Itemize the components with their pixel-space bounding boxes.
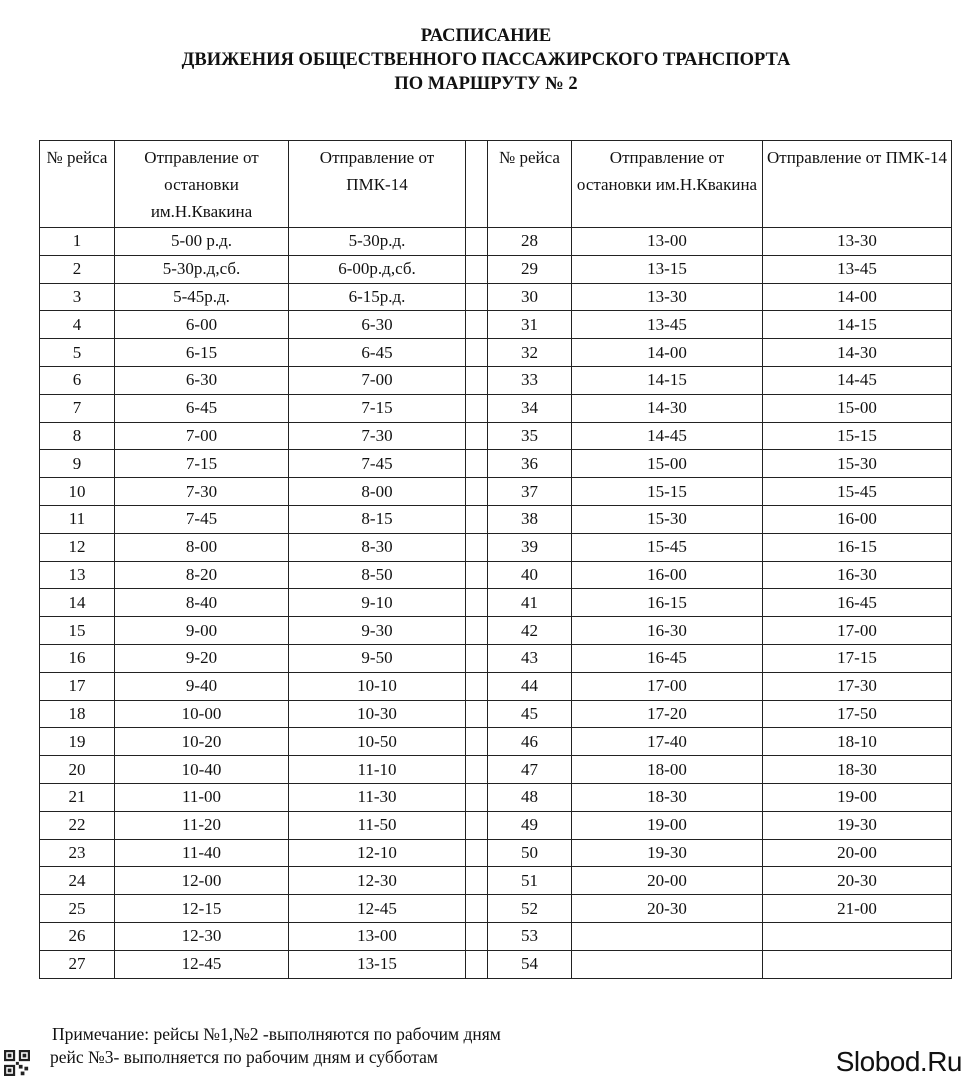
- cell-depart-kvakina-right: 20-30: [572, 895, 763, 923]
- page-title: [0, 24, 972, 96]
- cell-depart-kvakina-right: 16-15: [572, 589, 763, 617]
- table-row: [40, 617, 952, 645]
- cell-depart-pmk-right: 15-30: [763, 450, 952, 478]
- cell-trip-no-left: 22: [40, 811, 115, 839]
- cell-depart-pmk-right: [763, 950, 952, 978]
- cell-depart-kvakina-left: 9-00: [115, 617, 289, 645]
- cell-depart-kvakina-left: 6-45: [115, 394, 289, 422]
- cell-depart-pmk-right: 16-45: [763, 589, 952, 617]
- cell-depart-pmk-right: 16-00: [763, 505, 952, 533]
- cell-trip-no-right: 50: [488, 839, 572, 867]
- cell-trip-no-right: 28: [488, 228, 572, 256]
- table-row: [40, 756, 952, 784]
- cell-trip-no-right: 48: [488, 783, 572, 811]
- schedule-table: [39, 140, 952, 979]
- column-gap: [466, 895, 488, 923]
- cell-depart-pmk-right: 19-30: [763, 811, 952, 839]
- column-gap: [466, 672, 488, 700]
- cell-depart-kvakina-right: [572, 922, 763, 950]
- cell-depart-pmk-left: 6-00р.д,сб.: [289, 255, 466, 283]
- cell-depart-pmk-right: 19-00: [763, 783, 952, 811]
- cell-depart-kvakina-right: 20-00: [572, 867, 763, 895]
- cell-depart-pmk-left: 10-50: [289, 728, 466, 756]
- column-gap: [466, 141, 488, 228]
- cell-depart-kvakina-left: 10-20: [115, 728, 289, 756]
- cell-depart-kvakina-left: 12-30: [115, 922, 289, 950]
- cell-depart-pmk-left: 11-10: [289, 756, 466, 784]
- column-gap: [466, 478, 488, 506]
- title-line-3: ПО МАРШРУТУ № 2: [394, 74, 578, 94]
- footnote-line-1: Примечание: рейсы №1,№2 -выполняются по рабочим дням: [52, 1024, 501, 1044]
- cell-depart-kvakina-left: 10-40: [115, 756, 289, 784]
- header-trip-no-right: № рейса: [488, 141, 572, 228]
- cell-depart-kvakina-left: 12-00: [115, 867, 289, 895]
- cell-trip-no-right: 51: [488, 867, 572, 895]
- cell-trip-no-left: 7: [40, 394, 115, 422]
- cell-depart-pmk-left: 7-00: [289, 366, 466, 394]
- column-gap: [466, 228, 488, 256]
- cell-trip-no-left: 5: [40, 339, 115, 367]
- header-from-kvakina-right: Отправление от остановки им.Н.Квакина: [572, 141, 763, 228]
- cell-depart-kvakina-right: 19-00: [572, 811, 763, 839]
- cell-trip-no-right: 39: [488, 533, 572, 561]
- table-row: [40, 561, 952, 589]
- cell-depart-pmk-right: 20-00: [763, 839, 952, 867]
- cell-depart-pmk-left: 13-15: [289, 950, 466, 978]
- cell-depart-kvakina-left: 9-20: [115, 644, 289, 672]
- cell-depart-kvakina-right: 13-15: [572, 255, 763, 283]
- column-gap: [466, 422, 488, 450]
- cell-depart-kvakina-left: 9-40: [115, 672, 289, 700]
- cell-depart-pmk-left: 9-10: [289, 589, 466, 617]
- cell-depart-pmk-left: 13-00: [289, 922, 466, 950]
- cell-trip-no-right: 40: [488, 561, 572, 589]
- cell-depart-kvakina-right: 15-15: [572, 478, 763, 506]
- table-row: [40, 922, 952, 950]
- column-gap: [466, 589, 488, 617]
- column-gap: [466, 339, 488, 367]
- cell-depart-kvakina-right: 15-30: [572, 505, 763, 533]
- cell-depart-pmk-right: 18-30: [763, 756, 952, 784]
- cell-trip-no-right: 38: [488, 505, 572, 533]
- cell-trip-no-left: 6: [40, 366, 115, 394]
- cell-depart-pmk-left: 8-50: [289, 561, 466, 589]
- column-gap: [466, 450, 488, 478]
- cell-depart-kvakina-left: 5-45р.д.: [115, 283, 289, 311]
- cell-trip-no-right: 33: [488, 366, 572, 394]
- cell-depart-pmk-right: 18-10: [763, 728, 952, 756]
- cell-depart-kvakina-left: 7-00: [115, 422, 289, 450]
- cell-trip-no-right: 31: [488, 311, 572, 339]
- cell-depart-kvakina-left: 12-15: [115, 895, 289, 923]
- footnote-line-2: рейс №3- выполняется по рабочим дням и субботам: [50, 1047, 438, 1067]
- cell-depart-pmk-right: 16-30: [763, 561, 952, 589]
- table-row: [40, 255, 952, 283]
- header-from-pmk-right: Отправление от ПМК-14: [763, 141, 952, 228]
- cell-depart-kvakina-left: 8-00: [115, 533, 289, 561]
- column-gap: [466, 700, 488, 728]
- cell-trip-no-right: 54: [488, 950, 572, 978]
- cell-depart-kvakina-left: 12-45: [115, 950, 289, 978]
- cell-depart-kvakina-right: 18-00: [572, 756, 763, 784]
- cell-trip-no-right: 35: [488, 422, 572, 450]
- cell-depart-kvakina-right: 13-30: [572, 283, 763, 311]
- column-gap: [466, 533, 488, 561]
- cell-depart-kvakina-left: 6-15: [115, 339, 289, 367]
- cell-depart-pmk-left: 11-50: [289, 811, 466, 839]
- table-row: [40, 283, 952, 311]
- cell-depart-kvakina-right: 14-45: [572, 422, 763, 450]
- cell-depart-pmk-right: 15-00: [763, 394, 952, 422]
- table-row: [40, 339, 952, 367]
- cell-depart-kvakina-right: [572, 950, 763, 978]
- cell-trip-no-right: 46: [488, 728, 572, 756]
- table-row: [40, 478, 952, 506]
- cell-depart-pmk-right: 14-00: [763, 283, 952, 311]
- cell-trip-no-right: 47: [488, 756, 572, 784]
- cell-depart-pmk-left: 12-30: [289, 867, 466, 895]
- cell-depart-pmk-right: 14-45: [763, 366, 952, 394]
- cell-depart-kvakina-left: 7-30: [115, 478, 289, 506]
- cell-depart-kvakina-left: 10-00: [115, 700, 289, 728]
- column-gap: [466, 283, 488, 311]
- title-line-1: РАСПИСАНИЕ: [420, 26, 552, 46]
- cell-depart-pmk-left: 9-50: [289, 644, 466, 672]
- table-row: [40, 700, 952, 728]
- header-row: [40, 141, 952, 228]
- cell-trip-no-right: 49: [488, 811, 572, 839]
- cell-depart-kvakina-right: 14-30: [572, 394, 763, 422]
- cell-depart-kvakina-right: 15-45: [572, 533, 763, 561]
- table-row: [40, 783, 952, 811]
- cell-depart-kvakina-left: 6-00: [115, 311, 289, 339]
- table-row: [40, 672, 952, 700]
- cell-depart-kvakina-right: 16-45: [572, 644, 763, 672]
- cell-depart-pmk-left: 8-15: [289, 505, 466, 533]
- column-gap: [466, 756, 488, 784]
- cell-depart-kvakina-left: 6-30: [115, 366, 289, 394]
- header-from-kvakina-left: Отправление от остановки им.Н.Квакина: [115, 141, 289, 228]
- cell-depart-pmk-right: 13-30: [763, 228, 952, 256]
- column-gap: [466, 922, 488, 950]
- column-gap: [466, 505, 488, 533]
- cell-trip-no-left: 13: [40, 561, 115, 589]
- cell-trip-no-left: 17: [40, 672, 115, 700]
- cell-depart-kvakina-right: 17-20: [572, 700, 763, 728]
- cell-trip-no-right: 41: [488, 589, 572, 617]
- table-row: [40, 394, 952, 422]
- cell-trip-no-right: 53: [488, 922, 572, 950]
- cell-trip-no-left: 4: [40, 311, 115, 339]
- cell-depart-pmk-left: 8-30: [289, 533, 466, 561]
- cell-depart-kvakina-right: 19-30: [572, 839, 763, 867]
- cell-depart-pmk-left: 7-30: [289, 422, 466, 450]
- column-gap: [466, 561, 488, 589]
- table-row: [40, 867, 952, 895]
- cell-depart-pmk-left: 9-30: [289, 617, 466, 645]
- title-line-2: ДВИЖЕНИЯ ОБЩЕСТВЕННОГО ПАССАЖИРСКОГО ТРАНСПОРТА: [181, 50, 791, 70]
- cell-depart-kvakina-right: 14-15: [572, 366, 763, 394]
- cell-trip-no-left: 11: [40, 505, 115, 533]
- table-row: [40, 366, 952, 394]
- cell-trip-no-left: 25: [40, 895, 115, 923]
- cell-trip-no-left: 12: [40, 533, 115, 561]
- column-gap: [466, 811, 488, 839]
- footnote: [52, 1023, 501, 1069]
- table-row: [40, 422, 952, 450]
- cell-depart-kvakina-left: 7-45: [115, 505, 289, 533]
- cell-depart-pmk-right: 20-30: [763, 867, 952, 895]
- cell-depart-kvakina-left: 5-00 р.д.: [115, 228, 289, 256]
- cell-trip-no-left: 26: [40, 922, 115, 950]
- cell-trip-no-right: 52: [488, 895, 572, 923]
- cell-depart-kvakina-right: 18-30: [572, 783, 763, 811]
- cell-depart-pmk-left: 7-45: [289, 450, 466, 478]
- column-gap: [466, 255, 488, 283]
- cell-trip-no-right: 34: [488, 394, 572, 422]
- cell-depart-kvakina-left: 7-15: [115, 450, 289, 478]
- column-gap: [466, 783, 488, 811]
- table-row: [40, 644, 952, 672]
- cell-depart-pmk-right: 15-45: [763, 478, 952, 506]
- cell-depart-pmk-left: 6-15р.д.: [289, 283, 466, 311]
- table-row: [40, 839, 952, 867]
- cell-depart-kvakina-left: 8-40: [115, 589, 289, 617]
- column-gap: [466, 394, 488, 422]
- cell-trip-no-left: 3: [40, 283, 115, 311]
- cell-trip-no-left: 21: [40, 783, 115, 811]
- column-gap: [466, 867, 488, 895]
- cell-trip-no-left: 2: [40, 255, 115, 283]
- cell-trip-no-left: 9: [40, 450, 115, 478]
- watermark-text: Slobod.Ru: [835, 1046, 962, 1077]
- column-gap: [466, 311, 488, 339]
- cell-trip-no-left: 8: [40, 422, 115, 450]
- cell-trip-no-left: 20: [40, 756, 115, 784]
- cell-depart-kvakina-right: 15-00: [572, 450, 763, 478]
- cell-depart-pmk-right: 16-15: [763, 533, 952, 561]
- header-from-pmk-left: Отправление от ПМК-14: [289, 141, 466, 228]
- cell-depart-pmk-left: 10-10: [289, 672, 466, 700]
- cell-depart-kvakina-right: 17-00: [572, 672, 763, 700]
- cell-trip-no-left: 27: [40, 950, 115, 978]
- column-gap: [466, 366, 488, 394]
- cell-depart-kvakina-left: 5-30р.д,сб.: [115, 255, 289, 283]
- cell-depart-kvakina-left: 11-40: [115, 839, 289, 867]
- table-row: [40, 228, 952, 256]
- cell-trip-no-left: 23: [40, 839, 115, 867]
- cell-depart-kvakina-left: 8-20: [115, 561, 289, 589]
- cell-trip-no-right: 30: [488, 283, 572, 311]
- table-row: [40, 728, 952, 756]
- cell-trip-no-left: 1: [40, 228, 115, 256]
- cell-trip-no-left: 16: [40, 644, 115, 672]
- cell-depart-pmk-right: 17-30: [763, 672, 952, 700]
- cell-trip-no-right: 36: [488, 450, 572, 478]
- cell-depart-kvakina-left: 11-00: [115, 783, 289, 811]
- cell-depart-kvakina-right: 16-00: [572, 561, 763, 589]
- table-row: [40, 589, 952, 617]
- cell-depart-pmk-right: 17-50: [763, 700, 952, 728]
- column-gap: [466, 839, 488, 867]
- cell-trip-no-left: 19: [40, 728, 115, 756]
- cell-trip-no-right: 29: [488, 255, 572, 283]
- column-gap: [466, 950, 488, 978]
- cell-depart-kvakina-right: 13-45: [572, 311, 763, 339]
- cell-depart-pmk-right: 15-15: [763, 422, 952, 450]
- table-row: [40, 311, 952, 339]
- cell-depart-kvakina-right: 17-40: [572, 728, 763, 756]
- cell-trip-no-left: 18: [40, 700, 115, 728]
- cell-trip-no-right: 43: [488, 644, 572, 672]
- column-gap: [466, 644, 488, 672]
- cell-trip-no-left: 14: [40, 589, 115, 617]
- column-gap: [466, 617, 488, 645]
- cell-depart-pmk-left: 6-45: [289, 339, 466, 367]
- cell-depart-kvakina-right: 13-00: [572, 228, 763, 256]
- cell-depart-pmk-right: [763, 922, 952, 950]
- cell-trip-no-left: 24: [40, 867, 115, 895]
- cell-depart-pmk-right: 17-00: [763, 617, 952, 645]
- cell-trip-no-right: 45: [488, 700, 572, 728]
- qr-code-icon: [4, 1050, 30, 1076]
- cell-depart-kvakina-right: 16-30: [572, 617, 763, 645]
- cell-depart-pmk-right: 14-15: [763, 311, 952, 339]
- cell-trip-no-left: 15: [40, 617, 115, 645]
- cell-trip-no-right: 32: [488, 339, 572, 367]
- header-trip-no-left: № рейса: [40, 141, 115, 228]
- cell-depart-kvakina-left: 11-20: [115, 811, 289, 839]
- column-gap: [466, 728, 488, 756]
- cell-depart-pmk-left: 6-30: [289, 311, 466, 339]
- cell-depart-pmk-left: 10-30: [289, 700, 466, 728]
- cell-depart-pmk-left: 8-00: [289, 478, 466, 506]
- cell-depart-pmk-right: 21-00: [763, 895, 952, 923]
- cell-depart-pmk-left: 12-45: [289, 895, 466, 923]
- cell-depart-pmk-left: 12-10: [289, 839, 466, 867]
- cell-trip-no-left: 10: [40, 478, 115, 506]
- table-row: [40, 895, 952, 923]
- table-row: [40, 505, 952, 533]
- cell-depart-pmk-right: 14-30: [763, 339, 952, 367]
- table-row: [40, 533, 952, 561]
- cell-depart-pmk-right: 13-45: [763, 255, 952, 283]
- cell-depart-kvakina-right: 14-00: [572, 339, 763, 367]
- cell-trip-no-right: 42: [488, 617, 572, 645]
- cell-depart-pmk-left: 5-30р.д.: [289, 228, 466, 256]
- cell-trip-no-right: 44: [488, 672, 572, 700]
- cell-depart-pmk-left: 7-15: [289, 394, 466, 422]
- table-row: [40, 950, 952, 978]
- cell-trip-no-right: 37: [488, 478, 572, 506]
- cell-depart-pmk-right: 17-15: [763, 644, 952, 672]
- cell-depart-pmk-left: 11-30: [289, 783, 466, 811]
- table-row: [40, 811, 952, 839]
- table-row: [40, 450, 952, 478]
